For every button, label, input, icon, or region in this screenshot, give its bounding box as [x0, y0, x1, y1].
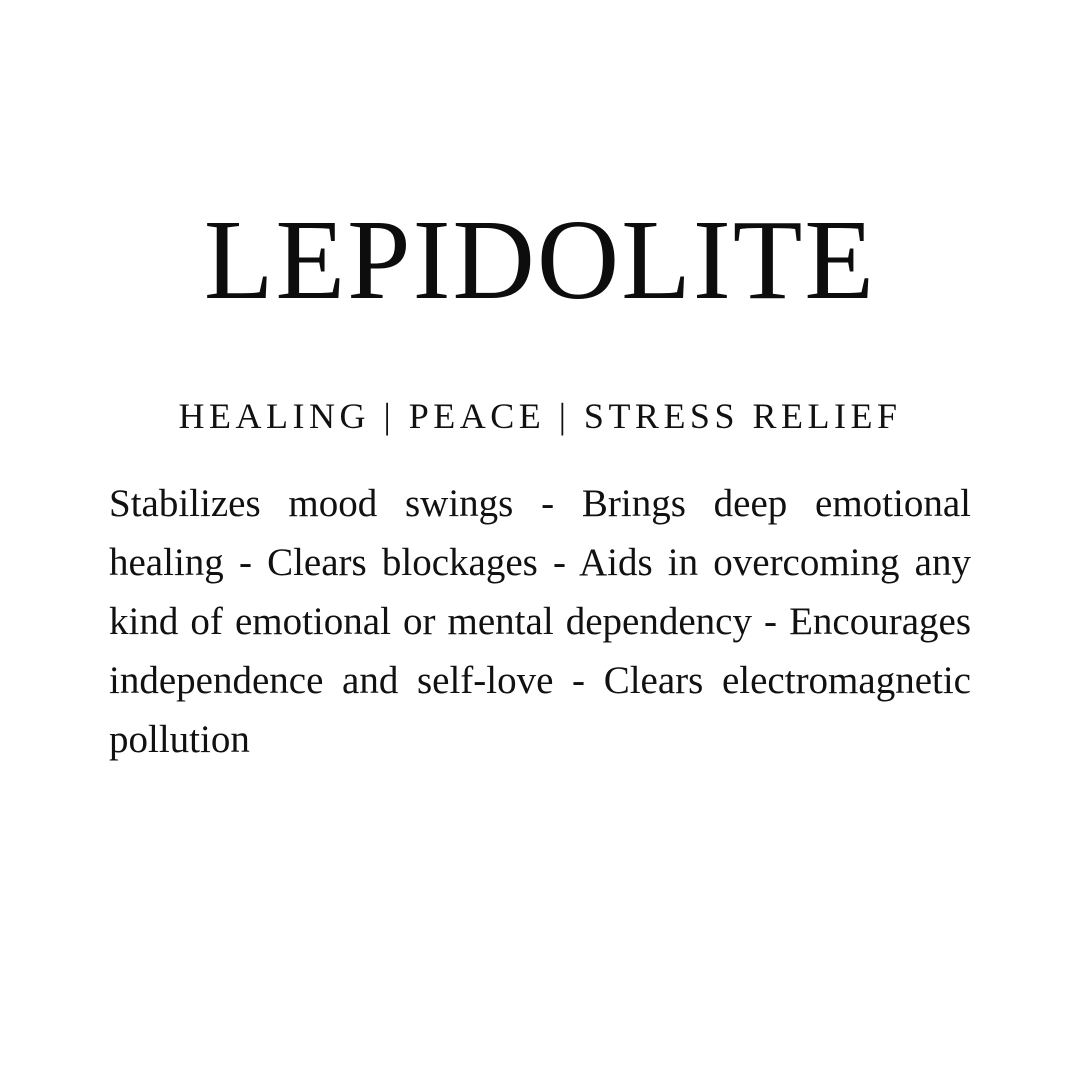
stone-title: LEPIDOLITE	[203, 196, 877, 323]
stone-description: Stabilizes mood swings - Brings deep emotional healing - Clears blockages - Aids in overcoming any kind of emotional or mental dependency - Encourages independence and self-love - Clears electromagnetic pollution	[109, 482, 971, 761]
stone-properties: HEALING | PEACE | STRESS RELIEF	[178, 396, 902, 436]
